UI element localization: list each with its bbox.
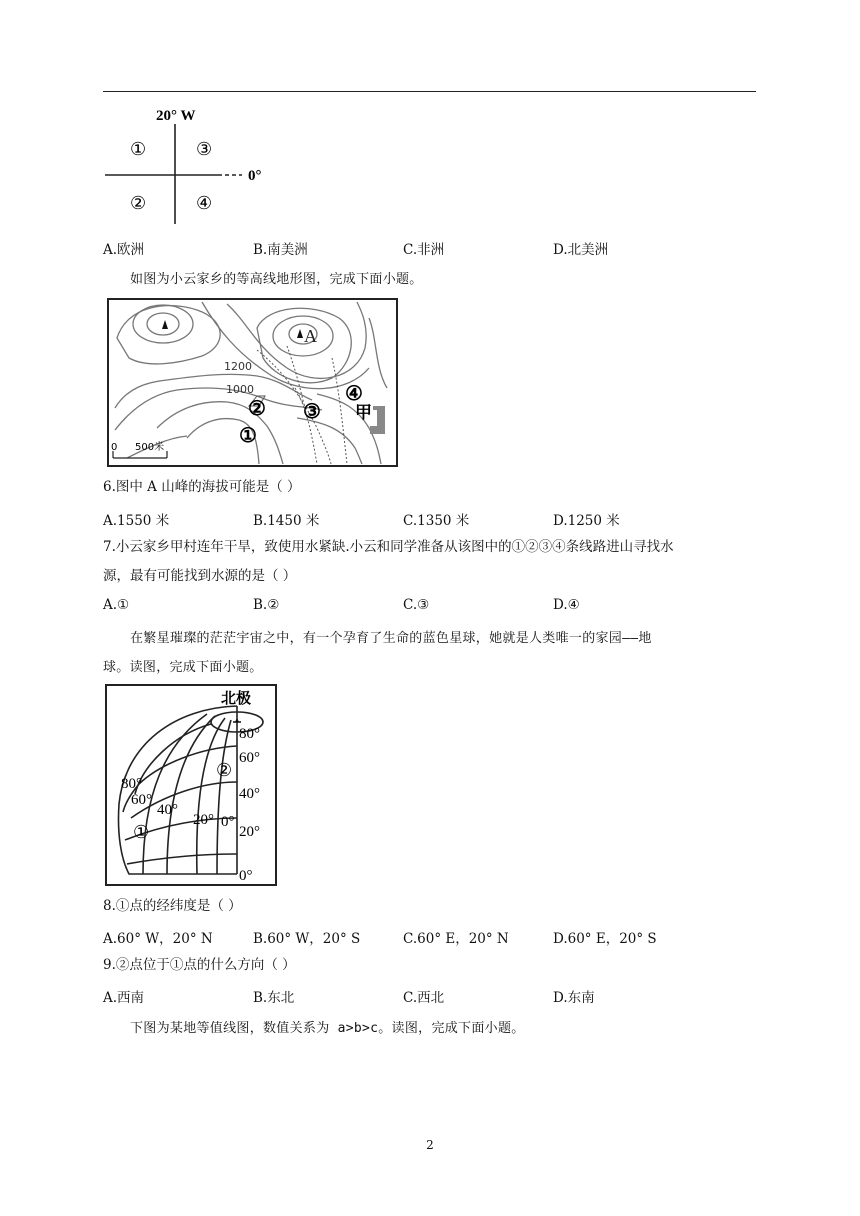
globe-figure <box>105 684 277 886</box>
contour-1000: 1000 <box>226 383 254 396</box>
lon-0-label: 0° <box>221 814 235 830</box>
q7-options <box>103 597 763 617</box>
q9-stem: 9.②点位于①点的什么方向（ ） <box>103 957 296 973</box>
q7-stem-line1: 7.小云家乡甲村连年干旱，致使用水紧缺.小云和同学准备从该图中的①②③④条线路进山寻找水 <box>103 539 674 555</box>
quadrant-4: ④ <box>196 193 213 213</box>
q8-stem: 8.①点的经纬度是（ ） <box>103 898 242 914</box>
quadrant-figure <box>100 100 280 228</box>
option-d[interactable]: D.④ <box>553 597 580 613</box>
intro-contour: 如图为小云家乡的等高线地形图，完成下面小题。 <box>130 272 423 287</box>
lat-label: 0° <box>248 168 262 184</box>
q6-stem: 6.图中 A 山峰的海拔可能是（ ） <box>103 479 301 495</box>
option-c[interactable]: C.60° E，20° N <box>403 931 509 947</box>
scale-label: 500米 <box>135 442 165 453</box>
option-a[interactable]: A.① <box>103 597 130 613</box>
lon-80-label: 80° <box>121 776 142 792</box>
q9-options <box>103 986 763 1006</box>
peak-a-label: A <box>304 326 317 346</box>
route-3-label: ③ <box>303 401 321 423</box>
q6-options <box>103 509 763 529</box>
lat-0-label: 0° <box>239 868 253 884</box>
q5-options <box>103 238 763 258</box>
option-a[interactable]: A.1550 米 <box>103 513 170 529</box>
option-b[interactable]: B.1450 米 <box>253 513 320 529</box>
route-4-label: ④ <box>345 383 363 405</box>
contour-map <box>107 298 399 468</box>
quadrant-2: ② <box>130 193 147 213</box>
globe-title-north-pole: 北极 <box>221 689 252 707</box>
lon-60-label: 60° <box>131 792 152 808</box>
q7-stem-line2: 源，最有可能找到水源的是（ ） <box>103 568 297 584</box>
option-c[interactable]: C.西北 <box>403 990 445 1006</box>
lon-label: 20° W <box>156 108 196 124</box>
lon-20-label: 20° <box>193 812 214 828</box>
intro-earth-line2: 球。读图，完成下面小题。 <box>103 660 263 675</box>
intro-isoline: 下图为某地等值线图，数值关系为 a>b>c。读图，完成下面小题。 <box>130 1021 525 1036</box>
scale-zero: 0 <box>111 442 118 453</box>
option-d[interactable]: D.60° E，20° S <box>553 931 657 947</box>
lat-80-label: 80° <box>239 726 260 742</box>
option-b[interactable]: B.② <box>253 597 280 613</box>
lat-40-label: 40° <box>239 786 260 802</box>
option-b[interactable]: B.东北 <box>253 990 295 1006</box>
lon-40-label: 40° <box>157 802 178 818</box>
option-a[interactable]: A.60° W，20° N <box>103 931 213 947</box>
option-a[interactable]: A.西南 <box>103 990 145 1006</box>
quadrant-3: ③ <box>196 139 213 159</box>
q8-options <box>103 927 763 947</box>
option-b[interactable]: B.南美洲 <box>253 242 308 258</box>
option-d[interactable]: D.北美洲 <box>553 242 609 258</box>
route-1-label: ① <box>239 425 257 447</box>
option-a[interactable]: A.欧洲 <box>103 242 145 258</box>
quadrant-1: ① <box>130 139 147 159</box>
intro-earth-line1: 在繁星璀璨的茫茫宇宙之中，有一个孕育了生命的蓝色星球，她就是人类唯一的家园——地 <box>130 631 652 646</box>
point-2-label: ② <box>216 760 233 780</box>
option-c[interactable]: C.非洲 <box>403 242 445 258</box>
village-jia-label: 甲 <box>355 403 372 423</box>
option-b[interactable]: B.60° W，20° S <box>253 931 361 947</box>
option-c[interactable]: C.1350 米 <box>403 513 470 529</box>
option-c[interactable]: C.③ <box>403 597 430 613</box>
option-d[interactable]: D.1250 米 <box>553 513 620 529</box>
header-rule <box>103 91 756 92</box>
route-2-label: ② <box>248 398 266 420</box>
lat-60-label: 60° <box>239 750 260 766</box>
point-1-label: ① <box>133 822 150 842</box>
contour-1200: 1200 <box>224 360 252 373</box>
lat-20-label: 20° <box>239 824 260 840</box>
page-number: 2 <box>426 1138 434 1152</box>
option-d[interactable]: D.东南 <box>553 990 595 1006</box>
